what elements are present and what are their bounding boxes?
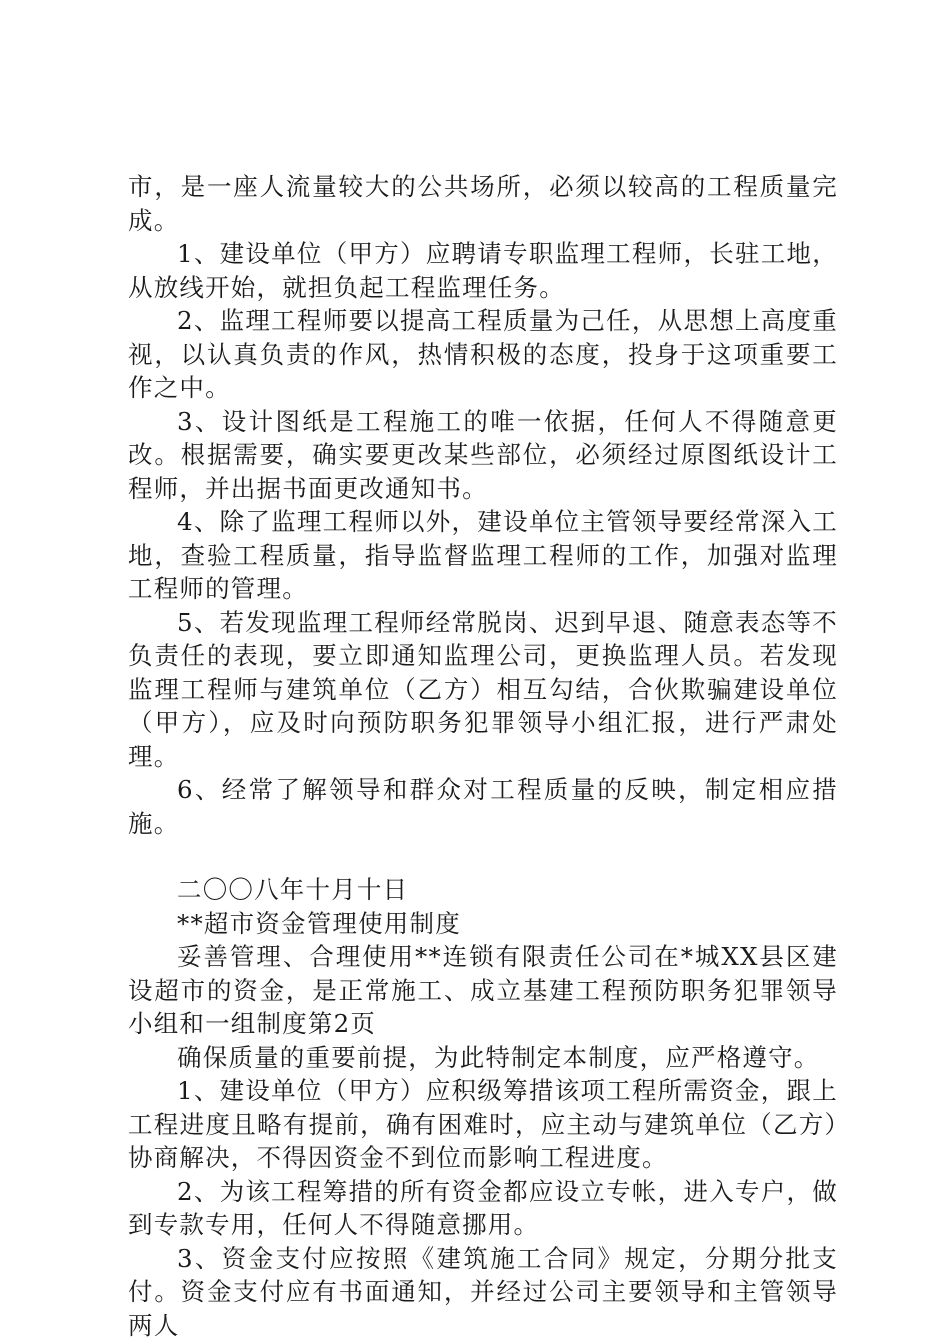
paragraph-item-1: 1、建设单位（甲方）应聘请专职监理工程师，长驻工地，从放线开始，就担负起工程监理任务。 xyxy=(128,239,838,302)
paragraph-preamble: 妥善管理、合理使用**连锁有限责任公司在*城XX县区建设超市的资金，是正常施工、成立基建工程预防职务犯罪领导小组和一组制度第2页 xyxy=(128,942,838,1038)
paragraph-preamble-continued: 确保质量的重要前提，为此特制定本制度，应严格遵守。 xyxy=(177,1042,820,1072)
date-line: 二〇〇八年十月十日 xyxy=(177,875,409,904)
document-body xyxy=(128,170,838,1342)
paragraph-item-2: 2、监理工程师要以提高工程质量为己任，从思想上高度重视，以认真负责的作风，热情积极的态度，投身于这项重要工作之中。 xyxy=(128,306,838,402)
paragraph-fund-item-1: 1、建设单位（甲方）应积级筹措该项工程所需资金，跟上工程进度且略有提前，确有困难时，应主动与建筑单位（乙方）协商解决，不得因资金不到位而影响工程进度。 xyxy=(128,1076,838,1172)
paragraph-intro-continuation: 市，是一座人流量较大的公共场所，必须以较高的工程质量完成。 xyxy=(128,172,838,235)
paragraph-item-3: 3、设计图纸是工程施工的唯一依据，任何人不得随意更改。根据需要，确实要更改某些部位，必须经过原图纸设计工程师，并出据书面更改通知书。 xyxy=(128,406,838,503)
section-title: **超市资金管理使用制度 xyxy=(177,908,461,938)
paragraph-fund-item-2: 2、为该工程筹措的所有资金都应设立专帐，进入专户，做到专款专用，任何人不得随意挪用。 xyxy=(128,1176,838,1239)
paragraph-item-4: 4、除了监理工程师以外，建设单位主管领导要经常深入工地，查验工程质量，指导监督监理工程师的工作，加强对监理工程师的管理。 xyxy=(128,507,838,603)
paragraph-fund-item-3: 3、资金支付应按照《建筑施工合同》规定，分期分批支付。资金支付应有书面通知，并经过公司主要领导和主管领导两人 xyxy=(128,1243,838,1340)
paragraph-item-5: 5、若发现监理工程师经常脱岗、迟到早退、随意表态等不负责任的表现，要立即通知监理公司，更换监理人员。若发现监理工程师与建筑单位（乙方）相互勾结，合伙欺骗建设单位（甲方），应及时向预防职务犯罪领导小组汇报，进行严肃处理。 xyxy=(128,607,838,771)
paragraph-item-6: 6、经常了解领导和群众对工程质量的反映，制定相应措施。 xyxy=(128,775,838,838)
